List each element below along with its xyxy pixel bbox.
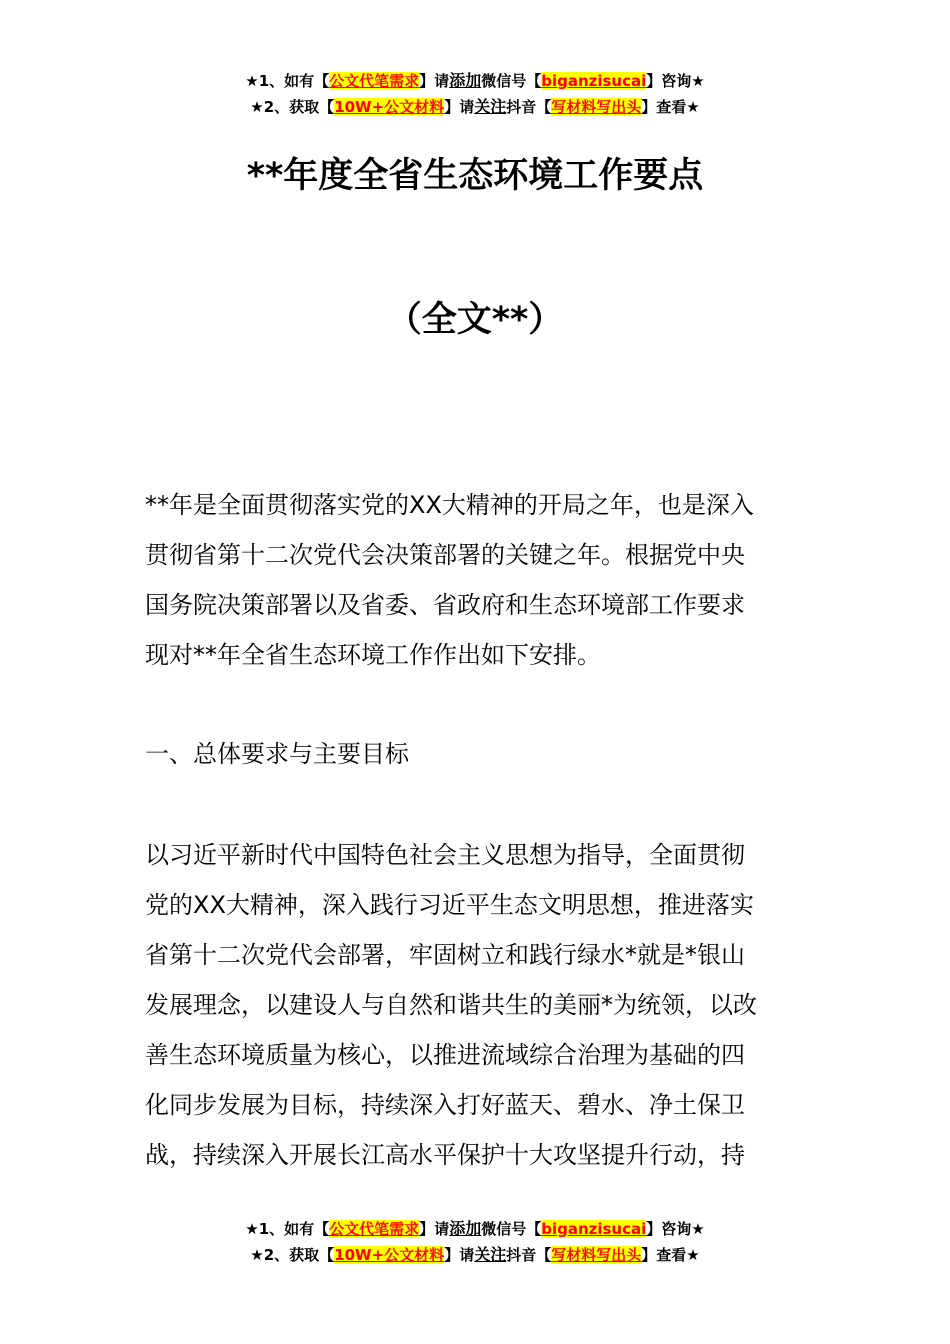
promo-text: 微信号【 bbox=[481, 1220, 542, 1238]
section-heading: 一、总体要求与主要目标 bbox=[145, 740, 409, 768]
promo-emphasis: 关注 bbox=[474, 1245, 507, 1264]
paragraph-line: 国务院决策部署以及省委、省政府和生态环境部工作要求 bbox=[145, 591, 745, 619]
promo-highlight-wechat: biganzisucai bbox=[541, 1220, 647, 1238]
promo-line-1 bbox=[0, 1216, 950, 1242]
promo-emphasis: 添加 bbox=[449, 1219, 482, 1238]
paragraph-line: 战，持续深入开展长江高水平保护十大攻坚提升行动，持 bbox=[145, 1141, 745, 1169]
promo-text: 抖音【 bbox=[506, 1246, 552, 1264]
top-promo-banner bbox=[0, 68, 950, 120]
paragraph-line: **年是全面贯彻落实党的XX大精神的开局之年，也是深入 bbox=[145, 491, 754, 519]
promo-line-1 bbox=[0, 68, 950, 94]
promo-highlight-materials: 10W+公文材料 bbox=[334, 1246, 445, 1264]
paragraph-line: 党的XX大精神，深入践行习近平生态文明思想，推进落实 bbox=[145, 891, 754, 919]
promo-text: 】请 bbox=[444, 98, 475, 116]
promo-text: 】咨询★ bbox=[646, 72, 705, 90]
promo-text: ★1、如有【 bbox=[245, 72, 330, 90]
paragraph-line: 发展理念，以建设人与自然和谐共生的美丽*为统领，以改 bbox=[145, 991, 757, 1019]
promo-emphasis: 关注 bbox=[474, 97, 507, 116]
promo-line-2 bbox=[0, 1242, 950, 1268]
paragraph-line: 省第十二次党代会部署，牢固树立和践行绿水*就是*银山 bbox=[145, 941, 745, 969]
promo-text: ★1、如有【 bbox=[245, 1220, 330, 1238]
promo-highlight-douyin: 写材料写出头 bbox=[551, 98, 642, 116]
promo-highlight-service: 公文代笔需求 bbox=[329, 72, 420, 90]
promo-highlight-materials: 10W+公文材料 bbox=[334, 98, 445, 116]
promo-text: ★2、获取【 bbox=[250, 1246, 335, 1264]
promo-line-2 bbox=[0, 94, 950, 120]
promo-emphasis: 添加 bbox=[449, 71, 482, 90]
promo-text: 】查看★ bbox=[641, 1246, 700, 1264]
promo-highlight-service: 公文代笔需求 bbox=[329, 1220, 420, 1238]
paragraph-line: 化同步发展为目标，持续深入打好蓝天、碧水、净土保卫 bbox=[145, 1091, 745, 1119]
promo-text: 】请 bbox=[419, 72, 450, 90]
page-title: **年度全省生态环境工作要点 bbox=[246, 156, 704, 196]
promo-text: 微信号【 bbox=[481, 72, 542, 90]
promo-text: ★2、获取【 bbox=[250, 98, 335, 116]
promo-text: 】请 bbox=[419, 1220, 450, 1238]
promo-text: 】查看★ bbox=[641, 98, 700, 116]
paragraph-line: 以习近平新时代中国特色社会主义思想为指导，全面贯彻 bbox=[145, 841, 745, 869]
paragraph-line: 贯彻省第十二次党代会决策部署的关键之年。根据党中央 bbox=[145, 541, 745, 569]
section-paragraph bbox=[145, 830, 817, 1180]
promo-highlight-douyin: 写材料写出头 bbox=[551, 1246, 642, 1264]
paragraph-line: 善生态环境质量为核心，以推进流域综合治理为基础的四 bbox=[145, 1041, 745, 1069]
page-subtitle: （全文**） bbox=[386, 300, 564, 340]
promo-highlight-wechat: biganzisucai bbox=[541, 72, 647, 90]
promo-text: 】咨询★ bbox=[646, 1220, 705, 1238]
paragraph-line: 现对**年全省生态环境工作作出如下安排。 bbox=[145, 641, 601, 669]
promo-text: 抖音【 bbox=[506, 98, 552, 116]
promo-text: 】请 bbox=[444, 1246, 475, 1264]
bottom-promo-banner bbox=[0, 1216, 950, 1268]
intro-paragraph bbox=[145, 480, 817, 680]
